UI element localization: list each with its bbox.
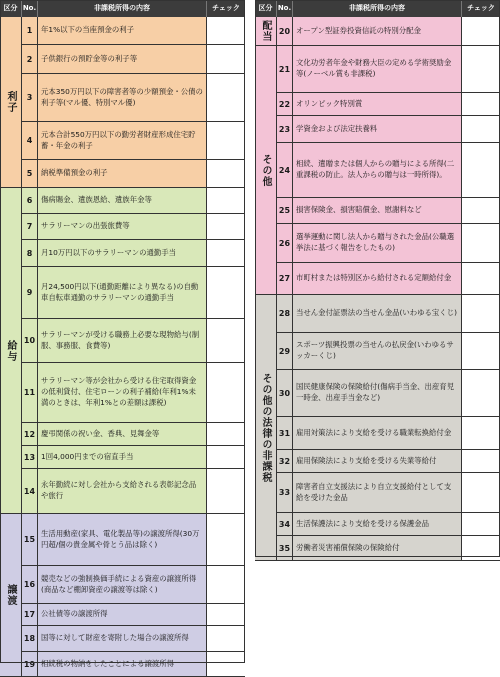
table-row <box>277 17 500 45</box>
check-cell[interactable] <box>462 46 500 92</box>
left-table-header <box>0 0 245 17</box>
header-category: 区分 <box>0 0 22 17</box>
table-row <box>277 116 500 143</box>
row-number: 9 <box>22 267 38 318</box>
row-content: スポーツ振興投票の当せんの払戻金(いわゆるサッカーくじ) <box>293 333 462 369</box>
row-number: 30 <box>277 370 293 416</box>
check-cell[interactable] <box>207 319 245 362</box>
table-row <box>277 513 500 536</box>
table-row <box>22 214 245 240</box>
row-number: 6 <box>22 188 38 213</box>
table-row <box>277 473 500 513</box>
check-cell[interactable] <box>207 240 245 266</box>
table-row <box>22 160 245 187</box>
row-number: 1 <box>22 17 38 44</box>
right-table <box>255 0 500 561</box>
section-left-2 <box>0 514 245 677</box>
table-row <box>22 626 245 652</box>
row-content: 傷病賜金、遺族恩給、遺族年金等 <box>38 188 207 213</box>
row-content: 相続税の物納をしたことによる譲渡所得 <box>38 652 207 676</box>
row-content: 1回4,000円までの宿直手当 <box>38 446 207 468</box>
row-content: 選挙運動に関し法人から贈与された金品(公職選挙法に基づく報告をしたもの) <box>293 224 462 262</box>
row-content: オープン型証券投資信託の特別分配金 <box>293 17 462 45</box>
row-content: 雇用対策法により支給を受ける職業転換給付金 <box>293 417 462 449</box>
row-content: 年1%以下の当座預金の利子 <box>38 17 207 44</box>
check-cell[interactable] <box>462 143 500 197</box>
table-row <box>277 295 500 333</box>
section-left-1 <box>0 188 245 514</box>
table-row <box>277 417 500 450</box>
check-cell[interactable] <box>207 267 245 318</box>
table-row <box>277 333 500 370</box>
check-cell[interactable] <box>207 469 245 513</box>
table-row <box>277 46 500 93</box>
check-cell[interactable] <box>207 423 245 445</box>
row-content: 公社債等の譲渡所得 <box>38 604 207 625</box>
check-cell[interactable] <box>462 536 500 560</box>
row-content: 労働者災害補償保険の保険給付 <box>293 536 462 560</box>
row-number: 10 <box>22 319 38 362</box>
row-number: 14 <box>22 469 38 513</box>
row-content: 競売などの強制換価手続による資産の譲渡所得(商品など棚卸資産の譲渡等は除く) <box>38 566 207 603</box>
header-check: チェック <box>212 4 240 12</box>
table-row <box>277 263 500 294</box>
row-number: 25 <box>277 198 293 223</box>
header-check: チェック <box>467 4 495 12</box>
row-content: 元本350万円以下の障害者等の少額預金・公債の利子等(マル優、特別マル優) <box>38 74 207 121</box>
check-cell[interactable] <box>207 188 245 213</box>
row-number: 29 <box>277 333 293 369</box>
category-label: 利子 <box>0 17 22 187</box>
category-label: 譲渡 <box>0 514 22 676</box>
row-content: 慶弔関係の祝い金、香典、見舞金等 <box>38 423 207 445</box>
table-row <box>277 536 500 560</box>
check-cell[interactable] <box>207 17 245 44</box>
row-number: 33 <box>277 473 293 512</box>
header-category: 区分 <box>255 0 277 17</box>
row-number: 22 <box>277 93 293 115</box>
row-number: 35 <box>277 536 293 560</box>
category-label: その他の法律の非課税 <box>255 295 277 560</box>
table-row <box>277 224 500 263</box>
section-right-0 <box>255 17 500 46</box>
check-cell[interactable] <box>207 122 245 159</box>
row-number: 24 <box>277 143 293 197</box>
table-row <box>277 450 500 473</box>
row-content: 納税準備預金の利子 <box>38 160 207 187</box>
row-content: 生活用動産(家具、電化製品等)の譲渡所得(30万円超/個の貴金属や骨とう品は除く) <box>38 514 207 565</box>
check-cell[interactable] <box>462 513 500 535</box>
check-cell[interactable] <box>462 17 500 45</box>
row-content: 国民健康保険の保険給付(傷病手当金、出産育児一時金、出産手当金など) <box>293 370 462 416</box>
left-table <box>0 0 245 677</box>
table-row <box>277 198 500 224</box>
table-row <box>22 363 245 423</box>
table-row <box>22 267 245 319</box>
row-content: サラリーマンが受ける職務上必要な現物給与(制服、事務服、食費等) <box>38 319 207 362</box>
row-content: 元本合計550万円以下の勤労者財産形成住宅貯蓄・年金の利子 <box>38 122 207 159</box>
check-cell[interactable] <box>462 93 500 115</box>
right-table-header <box>255 0 500 17</box>
table-row <box>22 45 245 74</box>
check-cell[interactable] <box>207 363 245 422</box>
header-no: No. <box>277 0 293 17</box>
check-cell[interactable] <box>207 566 245 603</box>
table-row <box>22 188 245 214</box>
row-content: 月24,500円以下(通勤距離により異なる)の自動車自転車通勤のサラリーマンの通勤手当 <box>38 267 207 318</box>
row-content: 国等に対して財産を寄附した場合の譲渡所得 <box>38 626 207 651</box>
row-number: 32 <box>277 450 293 472</box>
table-row <box>22 17 245 45</box>
row-content: 市町村または特別区から給付される定額給付金 <box>293 263 462 294</box>
row-content: 月10万円以下のサラリーマンの通勤手当 <box>38 240 207 266</box>
row-number: 28 <box>277 295 293 332</box>
row-number: 17 <box>22 604 38 625</box>
row-content: 損害保険金、損害賠償金、慰謝料など <box>293 198 462 223</box>
table-row <box>22 74 245 122</box>
check-cell[interactable] <box>462 295 500 332</box>
header-content: 非課税所得の内容 <box>38 0 207 17</box>
row-number: 21 <box>277 46 293 92</box>
table-row <box>277 93 500 116</box>
row-number: 16 <box>22 566 38 603</box>
check-cell[interactable] <box>207 45 245 73</box>
category-label: 配当 <box>255 17 277 45</box>
section-right-2 <box>255 295 500 561</box>
row-content: 雇用保険法により支給を受ける失業等給付 <box>293 450 462 472</box>
table-row <box>277 143 500 198</box>
row-content: サラリーマンの出張旅費等 <box>38 214 207 239</box>
row-number: 26 <box>277 224 293 262</box>
row-number: 13 <box>22 446 38 468</box>
row-content: 永年勤続に対し会社から支給される表彰記念品や旅行 <box>38 469 207 513</box>
check-cell[interactable] <box>462 224 500 262</box>
section-left-0 <box>0 17 245 188</box>
check-cell[interactable] <box>462 333 500 369</box>
row-content: 障害者自立支援法により自立支援給付として支給を受けた金品 <box>293 473 462 512</box>
check-cell[interactable] <box>207 604 245 625</box>
row-number: 20 <box>277 17 293 45</box>
check-cell[interactable] <box>462 417 500 449</box>
row-content: サラリーマン等が会社から受ける住宅取得資金の低利貸付、住宅ローンの利子補給(年利1%未満のときは、年利1%との差額は課税) <box>38 363 207 422</box>
table-row <box>22 423 245 446</box>
row-number: 34 <box>277 513 293 535</box>
check-cell[interactable] <box>207 626 245 651</box>
row-number: 15 <box>22 514 38 565</box>
table-row <box>22 652 245 676</box>
row-number: 11 <box>22 363 38 422</box>
row-number: 8 <box>22 240 38 266</box>
row-number: 19 <box>22 652 38 676</box>
row-number: 5 <box>22 160 38 187</box>
row-number: 12 <box>22 423 38 445</box>
header-content: 非課税所得の内容 <box>293 0 462 17</box>
category-label: その他 <box>255 46 277 294</box>
section-right-1 <box>255 46 500 295</box>
row-content: オリンピック特別賞 <box>293 93 462 115</box>
check-cell[interactable] <box>207 652 245 676</box>
check-cell[interactable] <box>462 450 500 472</box>
check-cell[interactable] <box>462 473 500 512</box>
row-content: 生活保護法により支給を受ける保護金品 <box>293 513 462 535</box>
table-row <box>22 240 245 267</box>
row-content: 当せん金付証票法の当せん金品(いわゆる宝くじ) <box>293 295 462 332</box>
check-cell[interactable] <box>462 116 500 142</box>
check-cell[interactable] <box>207 214 245 239</box>
row-content: 相続、遺贈または個人からの贈与による所得(二重課税の防止。法人からの贈与は一時所得)。 <box>293 143 462 197</box>
check-cell[interactable] <box>207 446 245 468</box>
table-row <box>22 566 245 604</box>
check-cell[interactable] <box>462 198 500 223</box>
row-content: 子供銀行の預貯金等の利子等 <box>38 45 207 73</box>
row-content: 文化功労者年金や財務大臣の定める学術奨励金等(ノーベル賞も非課税) <box>293 46 462 92</box>
right-table-body <box>255 17 500 561</box>
table-row <box>22 319 245 363</box>
row-number: 27 <box>277 263 293 294</box>
row-number: 7 <box>22 214 38 239</box>
table-row <box>277 370 500 417</box>
table-row <box>22 604 245 626</box>
row-number: 23 <box>277 116 293 142</box>
check-cell[interactable] <box>207 514 245 565</box>
check-cell[interactable] <box>462 370 500 416</box>
category-label: 給与 <box>0 188 22 513</box>
row-number: 4 <box>22 122 38 159</box>
check-cell[interactable] <box>207 160 245 187</box>
header-no: No. <box>22 0 38 17</box>
table-row <box>22 469 245 513</box>
row-content: 学資金および法定扶養料 <box>293 116 462 142</box>
check-cell[interactable] <box>207 74 245 121</box>
check-cell[interactable] <box>462 263 500 294</box>
row-number: 31 <box>277 417 293 449</box>
row-number: 2 <box>22 45 38 73</box>
left-table-body <box>0 17 245 677</box>
table-row <box>22 122 245 160</box>
table-row <box>22 514 245 566</box>
row-number: 3 <box>22 74 38 121</box>
table-row <box>22 446 245 469</box>
row-number: 18 <box>22 626 38 651</box>
